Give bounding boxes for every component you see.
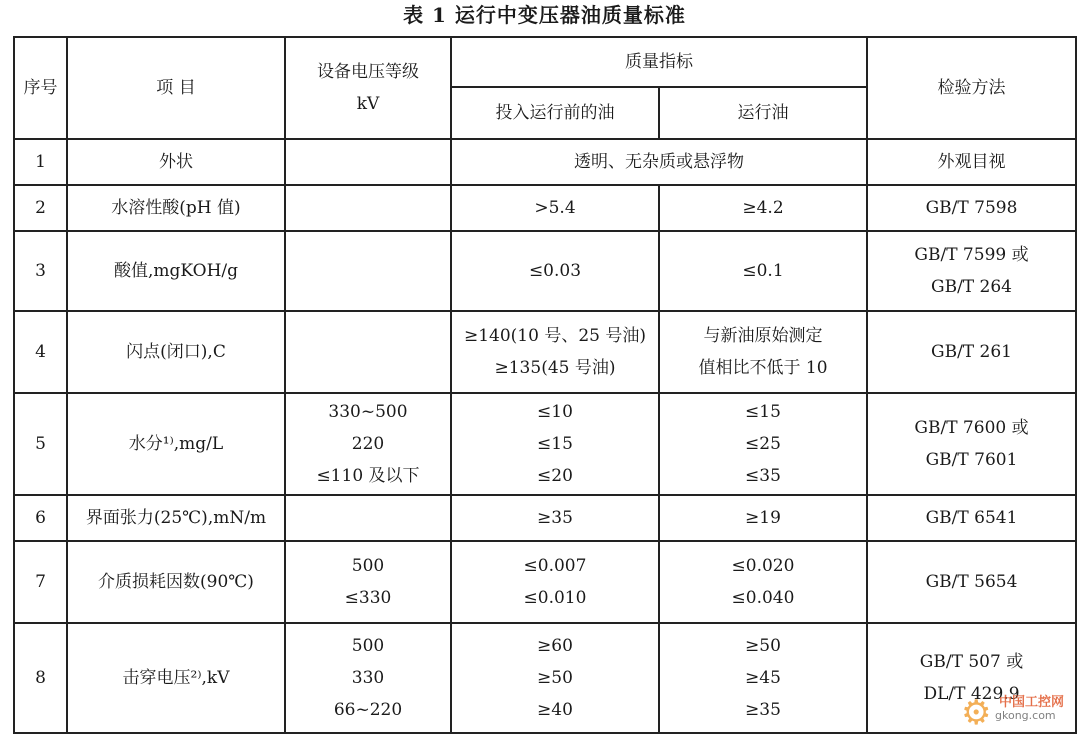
cell-voltage-line: ≤330 — [344, 588, 392, 608]
header-quality: 质量指标 — [451, 37, 867, 87]
cell-before-line: ≤15 — [537, 434, 573, 454]
cell-voltage — [285, 623, 451, 733]
cell-running-line: ≥35 — [745, 700, 781, 720]
cell-running-line: ≥50 — [745, 636, 781, 656]
header-voltage-line1: 设备电压等级 — [317, 62, 419, 82]
cell-method-line: GB/T 6541 — [925, 508, 1018, 528]
table-row — [14, 311, 1076, 393]
table-row — [14, 231, 1076, 311]
cell-before — [451, 623, 659, 733]
cell-before-line: ≥35 — [537, 508, 573, 528]
cell-running — [659, 231, 867, 311]
cell-seq: 5 — [14, 393, 67, 495]
cell-running-line: ≤0.020 — [731, 556, 795, 576]
cell-running-line: 与新油原始测定 — [703, 326, 823, 346]
cell-running-line: 值相比不低于 10 — [698, 358, 828, 378]
cell-before-line: ≤10 — [537, 402, 573, 422]
cell-method — [867, 623, 1076, 733]
cell-item: 外状 — [67, 139, 285, 185]
cell-before — [451, 231, 659, 311]
watermark-brand: 中国工控网 — [999, 695, 1065, 710]
cell-before — [451, 541, 659, 623]
cell-method-line: GB/T 7601 — [925, 450, 1018, 470]
cell-item: 闪点(闭口),C — [67, 311, 285, 393]
cell-item: 界面张力(25℃),mN/m — [67, 495, 285, 541]
cell-seq: 6 — [14, 495, 67, 541]
cell-before-line: ≤0.010 — [523, 588, 587, 608]
cell-method-line: GB/T 7598 — [925, 198, 1018, 218]
cell-voltage — [285, 231, 451, 311]
cell-voltage-line: 500 — [351, 636, 385, 656]
cell-voltage — [285, 393, 451, 495]
table-row — [14, 495, 1076, 541]
header-item: 项 目 — [67, 37, 285, 139]
cell-method-line: GB/T 261 — [931, 342, 1012, 362]
oil-quality-table — [13, 36, 1077, 734]
cell-quality-merged: 透明、无杂质或悬浮物 — [451, 139, 867, 185]
cell-before-line: ≥40 — [537, 700, 573, 720]
cell-item: 水溶性酸(pH 值) — [67, 185, 285, 231]
cell-before — [451, 393, 659, 495]
table-row — [14, 393, 1076, 495]
cell-item: 介质损耗因数(90℃) — [67, 541, 285, 623]
cell-voltage-line: 330 — [351, 668, 385, 688]
cell-method — [867, 231, 1076, 311]
cell-before — [451, 311, 659, 393]
cell-method-line: DL/T 429.9 — [923, 684, 1020, 704]
cell-item: 击穿电压²⁾,kV — [67, 623, 285, 733]
cell-running — [659, 623, 867, 733]
cell-running-line: ≥19 — [745, 508, 781, 528]
table-row — [14, 139, 1076, 185]
header-voltage-line2: kV — [356, 94, 380, 114]
header-running: 运行油 — [659, 87, 867, 139]
cell-running-line: ≤35 — [745, 466, 781, 486]
cell-running — [659, 541, 867, 623]
cell-method — [867, 185, 1076, 231]
cell-voltage — [285, 495, 451, 541]
cell-voltage — [285, 185, 451, 231]
cell-running-line: ≥45 — [745, 668, 781, 688]
cell-running-line: ≤0.1 — [742, 261, 784, 281]
cell-item: 酸值,mgKOH/g — [67, 231, 285, 311]
cell-method — [867, 311, 1076, 393]
header-before: 投入运行前的油 — [451, 87, 659, 139]
cell-voltage-line: ≤110 及以下 — [316, 466, 420, 486]
cell-seq: 3 — [14, 231, 67, 311]
cell-running — [659, 185, 867, 231]
cell-before-line: ≤0.007 — [523, 556, 587, 576]
cell-running-line: ≥4.2 — [742, 198, 784, 218]
cell-voltage-line: 220 — [351, 434, 385, 454]
cell-before-line: >5.4 — [534, 198, 576, 218]
cell-method-line: GB/T 7599 或 — [914, 245, 1029, 265]
cell-running-line: ≤0.040 — [731, 588, 795, 608]
cell-seq: 2 — [14, 185, 67, 231]
cell-method-line: GB/T 7600 或 — [914, 418, 1029, 438]
cell-method-line: GB/T 5654 — [925, 572, 1018, 592]
header-seq: 序号 — [14, 37, 67, 139]
cell-before-line: ≤20 — [537, 466, 573, 486]
cell-seq: 4 — [14, 311, 67, 393]
cell-method — [867, 393, 1076, 495]
cell-item: 水分¹⁾,mg/L — [67, 393, 285, 495]
cell-method — [867, 139, 1076, 185]
table-row — [14, 185, 1076, 231]
cell-before-line: ≤0.03 — [528, 261, 582, 281]
table-title: 表 1 运行中变压器油质量标准 — [403, 3, 686, 27]
cell-voltage-line: 500 — [351, 556, 385, 576]
header-voltage — [285, 37, 451, 139]
cell-voltage — [285, 541, 451, 623]
table-row — [14, 541, 1076, 623]
cell-running — [659, 393, 867, 495]
cell-seq: 7 — [14, 541, 67, 623]
cell-method — [867, 541, 1076, 623]
cell-voltage — [285, 139, 451, 185]
cell-voltage-line: 330~500 — [328, 402, 408, 422]
cell-before-line: ≥140(10 号、25 号油) — [463, 326, 647, 346]
cell-voltage-line: 66~220 — [333, 700, 403, 720]
cell-before-line: ≥50 — [537, 668, 573, 688]
table-row — [14, 623, 1076, 733]
cell-before-line: ≥135(45 号油) — [494, 358, 616, 378]
cell-running — [659, 311, 867, 393]
cell-running — [659, 495, 867, 541]
cell-method — [867, 495, 1076, 541]
cell-running-line: ≤25 — [745, 434, 781, 454]
cell-method-line: GB/T 507 或 — [919, 652, 1024, 672]
header-method: 检验方法 — [867, 37, 1076, 139]
cell-method-line: GB/T 264 — [931, 277, 1012, 297]
cell-running-line: ≤15 — [745, 402, 781, 422]
table-body — [14, 139, 1076, 733]
cell-method-line: 外观目视 — [937, 152, 1006, 172]
gear-icon: ⚙ — [961, 693, 992, 733]
cell-seq: 8 — [14, 623, 67, 733]
cell-before — [451, 495, 659, 541]
watermark-url: gkong.com — [995, 709, 1056, 722]
cell-voltage — [285, 311, 451, 393]
cell-before — [451, 185, 659, 231]
cell-before-line: ≥60 — [537, 636, 573, 656]
cell-seq: 1 — [14, 139, 67, 185]
